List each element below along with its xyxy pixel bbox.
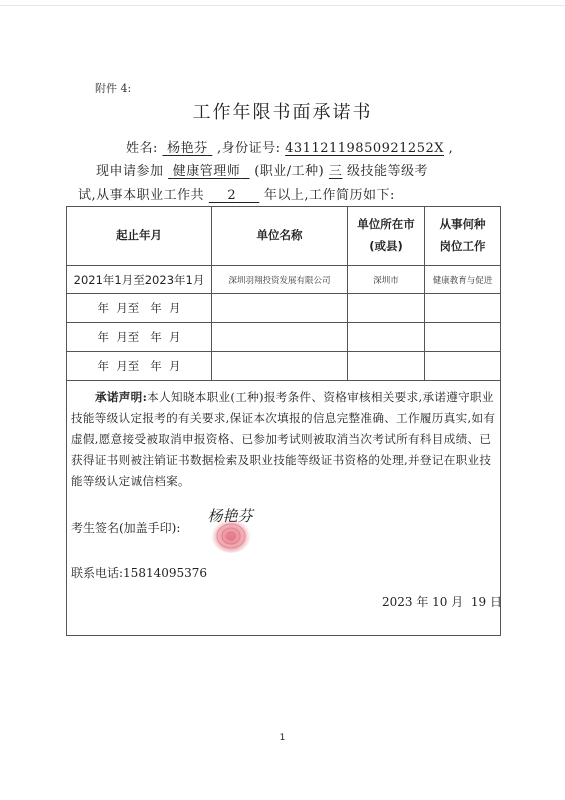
declaration-text — [71, 387, 496, 492]
table-row — [67, 294, 501, 323]
declaration-label: 承诺声明: — [95, 390, 148, 404]
row-position — [425, 323, 501, 352]
row-unit — [212, 323, 348, 352]
row-position: 健康教育与促进 — [425, 266, 501, 294]
application-line: 现申请参加 健康管理师 (职业/工种) 三 级技能等级考 — [96, 164, 429, 179]
id-label: ,身份证号: — [216, 141, 281, 156]
row-unit: 深圳羽翔投资发展有限公司 — [212, 266, 348, 294]
table-row — [67, 323, 501, 352]
work-history-table — [66, 206, 501, 636]
id-number-value: 43112119850921252X — [285, 141, 444, 156]
row-location: 深圳市 — [348, 266, 425, 294]
table-row — [67, 352, 501, 381]
header-period: 起止年月 — [67, 207, 212, 266]
row-period: 年 月至 年 月 — [67, 352, 212, 381]
declaration-body: 本人知晓本职业(工种)报考条件、资格审核相关要求,承诺遵守职业技能等级认定报考的有关要求,保证本次填报的信息完整准确、工作履历真实,如有虚假,愿意接受被取消申报资格、已参加考试则被取消当次考试所有科目成绩、已获得证书则被注销证书数据检索及职业技能等级证书资格的处理,并登记在职业技能等级认定诚信档案。 — [71, 390, 496, 488]
years-value: 2 — [227, 188, 237, 203]
level-value: 三 — [328, 164, 343, 179]
row-location — [348, 323, 425, 352]
page-title: 工作年限书面承诺书 — [192, 102, 373, 123]
row-location — [348, 352, 425, 381]
page-top-edge — [0, 5, 565, 6]
declaration-row — [67, 381, 501, 636]
signature-value: 杨艳芬 — [207, 507, 253, 525]
row-period: 2021年1月至2023年1月 — [67, 266, 212, 294]
row-location — [348, 294, 425, 323]
header-position: 从事何种 岗位工作 — [425, 207, 501, 266]
fingerprint-signature-icon — [200, 499, 260, 559]
signature-label: 考生签名(加盖手印): — [71, 521, 181, 535]
attachment-label: 附件 4: — [95, 82, 132, 95]
page-number: 1 — [279, 733, 286, 743]
occupation-value: 健康管理师 — [172, 164, 241, 179]
phone-value: 15814095376 — [123, 566, 208, 580]
row-unit — [212, 352, 348, 381]
declaration-cell — [67, 381, 501, 636]
row-period: 年 月至 年 月 — [67, 294, 212, 323]
sign-date: 2023 年 10 月 19 日 — [382, 595, 502, 609]
name-line: 姓名: 杨艳芬 ,身份证号: 43112119850921252X , — [126, 141, 454, 156]
phone-line — [71, 564, 207, 581]
phone-label: 联系电话: — [71, 566, 124, 580]
row-unit — [212, 294, 348, 323]
row-position — [425, 294, 501, 323]
name-value: 杨艳芬 — [167, 141, 208, 156]
row-period: 年 月至 年 月 — [67, 323, 212, 352]
years-line: 试,从事本职业工作共 2 年以上,工作简历如下: — [78, 188, 395, 203]
table-row — [67, 266, 501, 294]
header-unit: 单位名称 — [212, 207, 348, 266]
table-header-row — [67, 207, 501, 266]
name-label: 姓名: — [126, 141, 158, 156]
row-position — [425, 352, 501, 381]
header-location: 单位所在市 (或县) — [348, 207, 425, 266]
